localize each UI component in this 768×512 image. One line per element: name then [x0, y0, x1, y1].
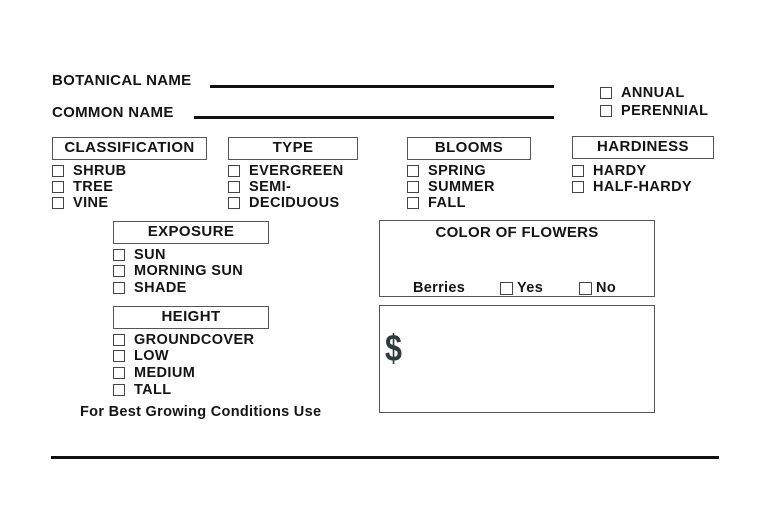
checkbox-icon[interactable]: [600, 105, 612, 117]
checkbox-icon[interactable]: [113, 367, 125, 379]
evergreen-label: EVERGREEN: [249, 163, 344, 179]
summer-label: SUMMER: [428, 179, 495, 195]
botanical-name-field[interactable]: [210, 85, 554, 88]
tree-checkbox[interactable]: [52, 179, 113, 195]
checkbox-icon[interactable]: [52, 165, 64, 177]
checkbox-icon[interactable]: [52, 181, 64, 193]
checkbox-icon[interactable]: [407, 197, 419, 209]
deciduous-label: DECIDUOUS: [249, 195, 340, 211]
hardy-label: HARDY: [593, 163, 647, 179]
checkbox-icon[interactable]: [228, 197, 240, 209]
checkbox-icon[interactable]: [113, 350, 125, 362]
groundcover-checkbox[interactable]: [113, 332, 254, 348]
checkbox-icon[interactable]: [228, 181, 240, 193]
checkbox-icon[interactable]: [500, 282, 513, 295]
checkbox-icon[interactable]: [113, 384, 125, 396]
checkbox-icon[interactable]: [228, 165, 240, 177]
annual-checkbox[interactable]: [600, 85, 685, 101]
checkbox-icon[interactable]: [407, 181, 419, 193]
dollar-sign-icon: $: [385, 328, 402, 370]
checkbox-icon[interactable]: [113, 282, 125, 294]
shrub-label: SHRUB: [73, 163, 127, 179]
spring-checkbox[interactable]: [407, 163, 486, 179]
semi-label: SEMI-: [249, 179, 292, 195]
half-hardy-label: HALF-HARDY: [593, 179, 693, 195]
blooms-header: BLOOMS: [407, 137, 531, 160]
color-of-flowers-title: COLOR OF FLOWERS: [435, 224, 599, 241]
fall-label: FALL: [428, 195, 466, 211]
common-name-field[interactable]: [194, 116, 554, 119]
semi-checkbox[interactable]: [228, 179, 291, 195]
low-checkbox[interactable]: [113, 348, 169, 364]
shade-checkbox[interactable]: [113, 280, 187, 296]
height-header: HEIGHT: [113, 306, 269, 329]
sun-checkbox[interactable]: [113, 247, 166, 263]
groundcover-label: GROUNDCOVER: [134, 332, 255, 348]
yes-label: Yes: [517, 280, 544, 296]
exposure-header: EXPOSURE: [113, 221, 269, 244]
morning-sun-checkbox[interactable]: [113, 263, 243, 279]
growing-conditions-label: For Best Growing Conditions Use: [80, 404, 322, 420]
checkbox-icon[interactable]: [113, 249, 125, 261]
deciduous-checkbox[interactable]: [228, 195, 340, 211]
fall-checkbox[interactable]: [407, 195, 466, 211]
hardy-checkbox[interactable]: [572, 163, 647, 179]
shrub-checkbox[interactable]: [52, 163, 127, 179]
shade-label: SHADE: [134, 280, 187, 296]
spring-label: SPRING: [428, 163, 486, 179]
checkbox-icon[interactable]: [572, 165, 584, 177]
berries-yes-checkbox[interactable]: [500, 280, 543, 296]
sun-label: SUN: [134, 247, 166, 263]
type-header: TYPE: [228, 137, 358, 160]
checkbox-icon[interactable]: [407, 165, 419, 177]
medium-checkbox[interactable]: [113, 365, 195, 381]
color-of-flowers-panel[interactable]: [379, 220, 655, 297]
checkbox-icon[interactable]: [572, 181, 584, 193]
hardiness-header: HARDINESS: [572, 136, 714, 159]
tall-checkbox[interactable]: [113, 382, 172, 398]
classification-header: CLASSIFICATION: [52, 137, 207, 160]
low-label: LOW: [134, 348, 170, 364]
no-label: No: [596, 280, 617, 296]
vine-checkbox[interactable]: [52, 195, 108, 211]
perennial-label: PERENNIAL: [621, 103, 709, 119]
summer-checkbox[interactable]: [407, 179, 495, 195]
berries-label: Berries: [413, 280, 466, 296]
berries-no-checkbox[interactable]: [579, 280, 616, 296]
tree-label: TREE: [73, 179, 114, 195]
checkbox-icon[interactable]: [600, 87, 612, 99]
half-hardy-checkbox[interactable]: [572, 179, 692, 195]
perennial-checkbox[interactable]: [600, 103, 708, 119]
bottom-rule-line: [51, 456, 719, 459]
checkbox-icon[interactable]: [52, 197, 64, 209]
morning-sun-label: MORNING SUN: [134, 263, 244, 279]
checkbox-icon[interactable]: [113, 334, 125, 346]
evergreen-checkbox[interactable]: [228, 163, 344, 179]
medium-label: MEDIUM: [134, 365, 196, 381]
checkbox-icon[interactable]: [579, 282, 592, 295]
annual-label: ANNUAL: [621, 85, 685, 101]
vine-label: VINE: [73, 195, 109, 211]
checkbox-icon[interactable]: [113, 265, 125, 277]
price-panel[interactable]: [379, 305, 655, 413]
common-name-label: COMMON NAME: [52, 104, 174, 121]
tall-label: TALL: [134, 382, 172, 398]
botanical-name-label: BOTANICAL NAME: [52, 72, 192, 89]
